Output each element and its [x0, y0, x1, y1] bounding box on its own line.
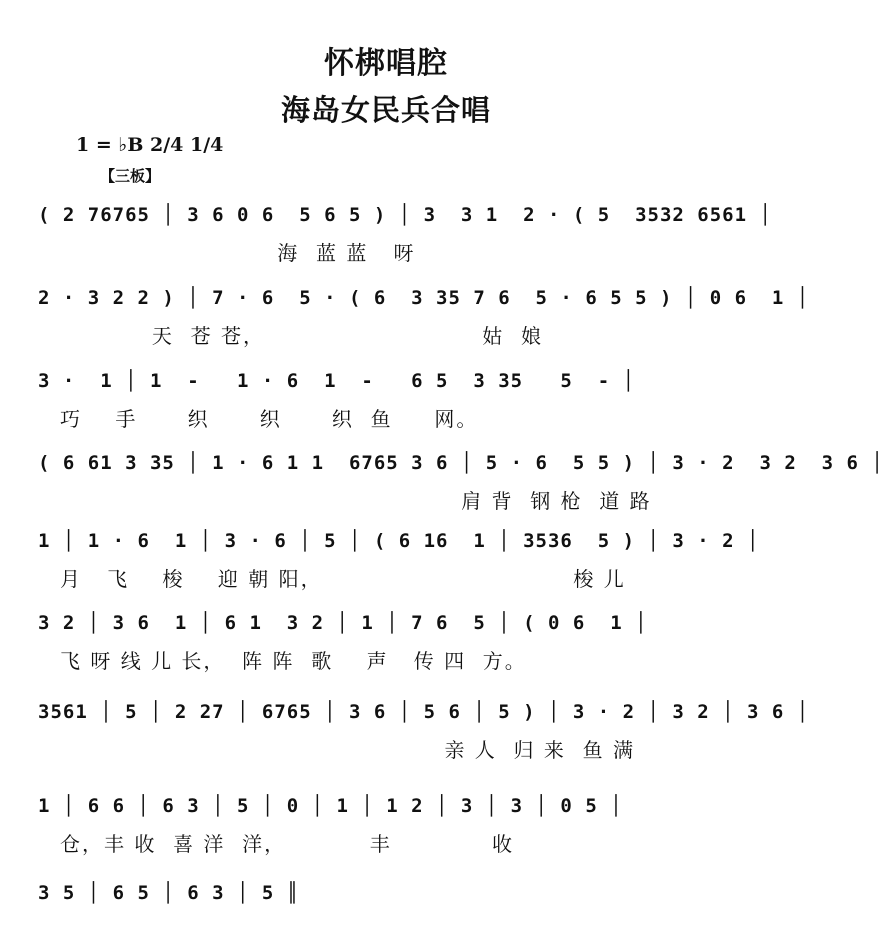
score-line-9	[0, 873, 772, 943]
score-line-7	[0, 692, 810, 762]
score-line-3	[0, 361, 772, 431]
lyrics: 仓，丰 收 喜 洋 洋， 丰 收	[60, 832, 515, 856]
jianpu-notes: ( 6 61 3 35 │ 1 · 6 1 1 6765 3 6 │ 5 · 6 5 5 ) │ 3 · 2 3 2 3 6 │	[38, 452, 884, 474]
key-signature: 1 = ♭B 2/4 1/4	[76, 134, 224, 156]
lyrics: 天 苍 苍， 姑 娘	[60, 324, 544, 348]
tempo-mark: 【三板】	[100, 167, 161, 185]
jianpu-notes: ( 2 76765 │ 3 6 0 6 5 6 5 ) │ 3 3 1 2 · ( 5 3532 6561 │	[38, 204, 772, 226]
jianpu-notes: 3 2 │ 3 6 1 │ 6 1 3 2 │ 1 │ 7 6 5 │ ( 0 6 1 │	[38, 612, 648, 634]
lyrics: 肩 背 钢 枪 道 路	[60, 489, 652, 513]
lyrics: 亲 人 归 来 鱼 满	[60, 738, 635, 762]
lyrics: 巧 手 织 织 织 鱼 网。	[60, 407, 479, 431]
lyrics: 飞 呀 线 儿 长， 阵 阵 歌 声 传 四 方。	[60, 649, 527, 673]
song-title: 怀梆唱腔	[324, 46, 448, 81]
jianpu-notes: 3 · 1 │ 1 - 1 · 6 1 - 6 5 3 35 5 - │	[38, 370, 636, 392]
jianpu-notes: 1 │ 6 6 │ 6 3 │ 5 │ 0 │ 1 │ 1 2 │ 3 │ 3 │ 0 5 │	[38, 795, 623, 817]
jianpu-notes: 2 · 3 2 2 ) │ 7 · 6 5 · ( 6 3 35 7 6 5 · 6 5 5 ) │ 0 6 1 │	[38, 287, 810, 309]
song-subtitle: 海岛女民兵合唱	[280, 93, 491, 127]
jianpu-notes: 3561 │ 5 │ 2 27 │ 6765 │ 3 6 │ 5 6 │ 5 ) │ 3 · 2 │ 3 2 │ 3 6 │	[38, 701, 810, 723]
score-line-5	[0, 521, 772, 591]
score-line-8	[0, 786, 772, 856]
score-line-6	[0, 603, 772, 673]
lyrics: 海 蓝 蓝 呀	[60, 241, 416, 265]
lyrics: 月 飞 梭 迎 朝 阳， 梭 儿	[60, 567, 626, 591]
score-line-1	[0, 195, 772, 265]
score-line-4	[0, 443, 884, 513]
jianpu-notes: 3 5 │ 6 5 │ 6 3 │ 5 ║	[38, 882, 300, 904]
jianpu-notes: 1 │ 1 · 6 1 │ 3 · 6 │ 5 │ ( 6 16 1 │ 3536 5 ) │ 3 · 2 │	[38, 530, 760, 552]
score-line-2	[0, 278, 810, 348]
